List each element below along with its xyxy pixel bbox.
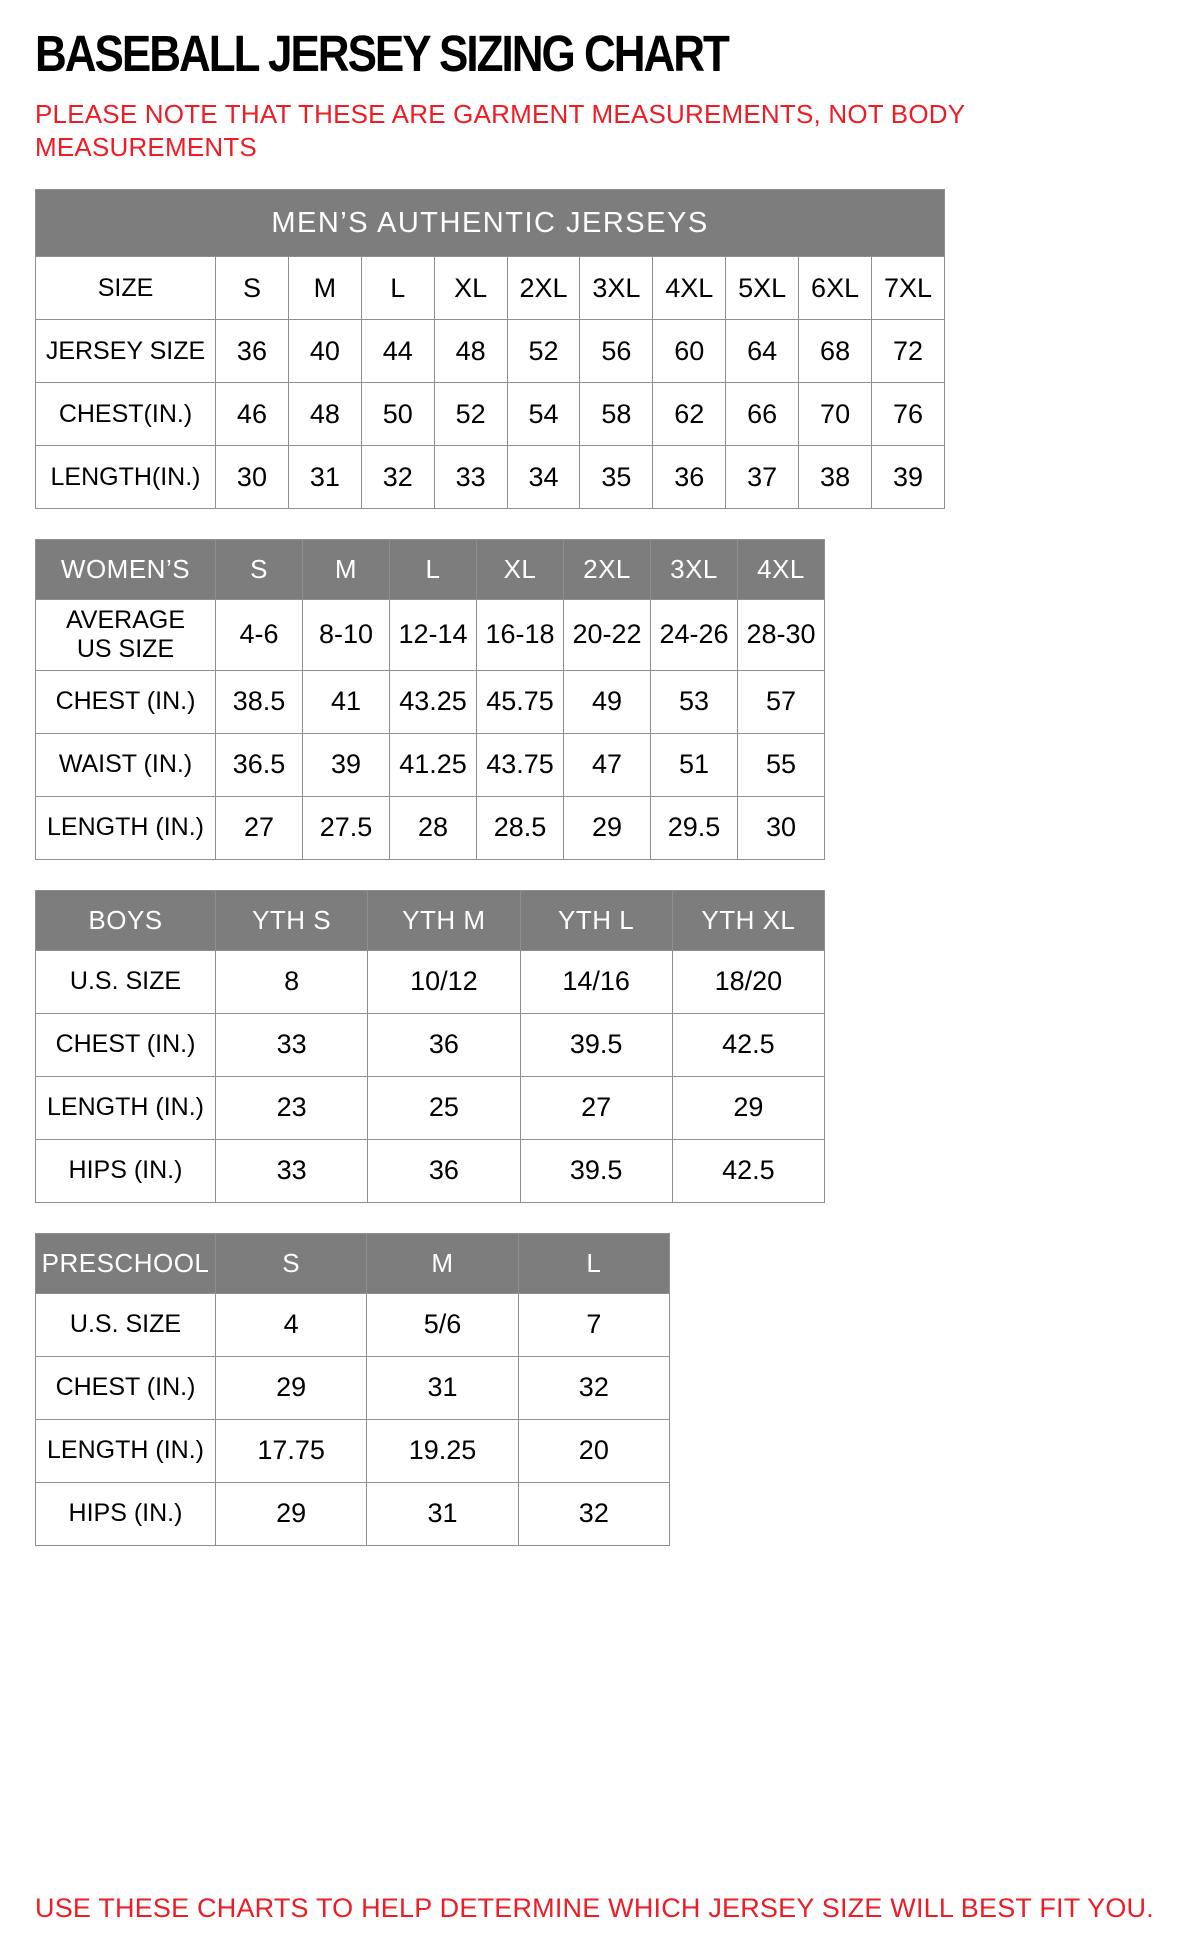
- womens-size-header: M: [303, 540, 390, 600]
- value-cell: 40: [288, 320, 361, 383]
- value-cell: 27.5: [303, 796, 390, 859]
- row-label: U.S. SIZE: [36, 1293, 216, 1356]
- value-cell: 4: [216, 1293, 367, 1356]
- value-cell: 64: [726, 320, 799, 383]
- value-cell: 42.5: [672, 1013, 824, 1076]
- value-cell: 29: [672, 1076, 824, 1139]
- value-cell: 47: [564, 733, 651, 796]
- value-cell: 5/6: [367, 1293, 518, 1356]
- value-cell: 14/16: [520, 950, 672, 1013]
- boys-row: [36, 1139, 825, 1202]
- row-label: CHEST(IN.): [36, 383, 216, 446]
- boys-row: [36, 950, 825, 1013]
- value-cell: 66: [726, 383, 799, 446]
- value-cell: 41.25: [390, 733, 477, 796]
- boys-header-row: [36, 890, 825, 950]
- value-cell: 39.5: [520, 1013, 672, 1076]
- value-cell: 16-18: [477, 600, 564, 671]
- value-cell: 20-22: [564, 600, 651, 671]
- value-cell: 6XL: [799, 257, 872, 320]
- value-cell: M: [288, 257, 361, 320]
- value-cell: 27: [520, 1076, 672, 1139]
- value-cell: 49: [564, 670, 651, 733]
- value-cell: XL: [434, 257, 507, 320]
- row-label: LENGTH (IN.): [36, 1419, 216, 1482]
- value-cell: 7: [518, 1293, 669, 1356]
- boys-row: [36, 1076, 825, 1139]
- value-cell: 39: [303, 733, 390, 796]
- value-cell: 39: [872, 446, 945, 509]
- value-cell: 29.5: [651, 796, 738, 859]
- boys-size-header: YTH L: [520, 890, 672, 950]
- value-cell: 53: [651, 670, 738, 733]
- value-cell: 3XL: [580, 257, 653, 320]
- value-cell: 43.75: [477, 733, 564, 796]
- mens-table-banner: MEN’S AUTHENTIC JERSEYS: [36, 190, 945, 257]
- value-cell: 33: [216, 1013, 368, 1076]
- value-cell: 4-6: [216, 600, 303, 671]
- preschool-header-row: [36, 1233, 670, 1293]
- value-cell: 31: [367, 1356, 518, 1419]
- value-cell: 5XL: [726, 257, 799, 320]
- boys-size-header: YTH XL: [672, 890, 824, 950]
- value-cell: 37: [726, 446, 799, 509]
- womens-size-header: 2XL: [564, 540, 651, 600]
- row-label: CHEST (IN.): [36, 1356, 216, 1419]
- value-cell: 70: [799, 383, 872, 446]
- womens-header-row: [36, 540, 825, 600]
- value-cell: 12-14: [390, 600, 477, 671]
- womens-sizing-table: [35, 539, 825, 860]
- womens-size-header: 3XL: [651, 540, 738, 600]
- value-cell: 76: [872, 383, 945, 446]
- value-cell: 32: [518, 1356, 669, 1419]
- row-label: JERSEY SIZE: [36, 320, 216, 383]
- value-cell: 33: [434, 446, 507, 509]
- value-cell: 52: [434, 383, 507, 446]
- value-cell: 25: [368, 1076, 520, 1139]
- preschool-row: [36, 1293, 670, 1356]
- value-cell: 4XL: [653, 257, 726, 320]
- womens-row: [36, 733, 825, 796]
- value-cell: 30: [738, 796, 825, 859]
- row-label: U.S. SIZE: [36, 950, 216, 1013]
- value-cell: 28.5: [477, 796, 564, 859]
- value-cell: 36: [216, 320, 289, 383]
- value-cell: 2XL: [507, 257, 580, 320]
- row-label: CHEST (IN.): [36, 670, 216, 733]
- value-cell: 55: [738, 733, 825, 796]
- mens-banner-row: [36, 190, 945, 257]
- footer-note: USE THESE CHARTS TO HELP DETERMINE WHICH JERSEY SIZE WILL BEST FIT YOU.: [35, 1893, 1154, 1923]
- value-cell: 8-10: [303, 600, 390, 671]
- value-cell: 32: [361, 446, 434, 509]
- row-label: LENGTH (IN.): [36, 1076, 216, 1139]
- value-cell: 46: [216, 383, 289, 446]
- value-cell: 28-30: [738, 600, 825, 671]
- value-cell: 36: [368, 1139, 520, 1202]
- value-cell: 27: [216, 796, 303, 859]
- boys-size-header: YTH S: [216, 890, 368, 950]
- value-cell: 38: [799, 446, 872, 509]
- row-label: CHEST (IN.): [36, 1013, 216, 1076]
- value-cell: 48: [434, 320, 507, 383]
- boys-header-label: BOYS: [36, 890, 216, 950]
- size-tables: [35, 189, 1170, 1546]
- womens-size-header: XL: [477, 540, 564, 600]
- row-label: HIPS (IN.): [36, 1482, 216, 1545]
- value-cell: 10/12: [368, 950, 520, 1013]
- mens-row: [36, 320, 945, 383]
- value-cell: 36: [368, 1013, 520, 1076]
- value-cell: 48: [288, 383, 361, 446]
- womens-row: [36, 796, 825, 859]
- value-cell: 23: [216, 1076, 368, 1139]
- value-cell: 17.75: [216, 1419, 367, 1482]
- preschool-row: [36, 1482, 670, 1545]
- value-cell: 19.25: [367, 1419, 518, 1482]
- value-cell: 52: [507, 320, 580, 383]
- value-cell: 41: [303, 670, 390, 733]
- row-label: HIPS (IN.): [36, 1139, 216, 1202]
- value-cell: 29: [216, 1356, 367, 1419]
- value-cell: 32: [518, 1482, 669, 1545]
- womens-size-header: L: [390, 540, 477, 600]
- preschool-row: [36, 1356, 670, 1419]
- value-cell: 7XL: [872, 257, 945, 320]
- value-cell: 31: [288, 446, 361, 509]
- row-label: LENGTH (IN.): [36, 796, 216, 859]
- preschool-size-header: S: [216, 1233, 367, 1293]
- value-cell: 45.75: [477, 670, 564, 733]
- value-cell: 42.5: [672, 1139, 824, 1202]
- value-cell: 36.5: [216, 733, 303, 796]
- value-cell: 38.5: [216, 670, 303, 733]
- mens-sizing-table: [35, 189, 945, 509]
- value-cell: 51: [651, 733, 738, 796]
- value-cell: 35: [580, 446, 653, 509]
- value-cell: 30: [216, 446, 289, 509]
- boys-size-header: YTH M: [368, 890, 520, 950]
- mens-row: [36, 257, 945, 320]
- value-cell: 29: [564, 796, 651, 859]
- mens-row: [36, 383, 945, 446]
- mens-row: [36, 446, 945, 509]
- row-label: SIZE: [36, 257, 216, 320]
- preschool-size-header: L: [518, 1233, 669, 1293]
- value-cell: S: [216, 257, 289, 320]
- value-cell: 44: [361, 320, 434, 383]
- value-cell: 68: [799, 320, 872, 383]
- preschool-sizing-table: [35, 1233, 670, 1546]
- row-label: WAIST (IN.): [36, 733, 216, 796]
- value-cell: 50: [361, 383, 434, 446]
- value-cell: 28: [390, 796, 477, 859]
- row-label: AVERAGE US SIZE: [36, 600, 216, 671]
- womens-row: [36, 670, 825, 733]
- preschool-size-header: M: [367, 1233, 518, 1293]
- womens-size-header: 4XL: [738, 540, 825, 600]
- value-cell: 72: [872, 320, 945, 383]
- row-label: LENGTH(IN.): [36, 446, 216, 509]
- value-cell: 54: [507, 383, 580, 446]
- value-cell: 20: [518, 1419, 669, 1482]
- value-cell: 24-26: [651, 600, 738, 671]
- value-cell: L: [361, 257, 434, 320]
- preschool-header-label: PRESCHOOL: [36, 1233, 216, 1293]
- value-cell: 34: [507, 446, 580, 509]
- value-cell: 60: [653, 320, 726, 383]
- garment-measurements-note: PLEASE NOTE THAT THESE ARE GARMENT MEASUREMENTS, NOT BODY MEASUREMENTS: [35, 99, 966, 162]
- value-cell: 31: [367, 1482, 518, 1545]
- value-cell: 18/20: [672, 950, 824, 1013]
- womens-size-header: S: [216, 540, 303, 600]
- value-cell: 57: [738, 670, 825, 733]
- boys-row: [36, 1013, 825, 1076]
- value-cell: 33: [216, 1139, 368, 1202]
- value-cell: 39.5: [520, 1139, 672, 1202]
- preschool-row: [36, 1419, 670, 1482]
- value-cell: 29: [216, 1482, 367, 1545]
- value-cell: 43.25: [390, 670, 477, 733]
- womens-row: [36, 600, 825, 671]
- value-cell: 58: [580, 383, 653, 446]
- value-cell: 36: [653, 446, 726, 509]
- boys-sizing-table: [35, 890, 825, 1203]
- value-cell: 8: [216, 950, 368, 1013]
- value-cell: 56: [580, 320, 653, 383]
- womens-header-label: WOMEN’S: [36, 540, 216, 600]
- value-cell: 62: [653, 383, 726, 446]
- page-title: BASEBALL JERSEY SIZING CHART: [35, 26, 728, 83]
